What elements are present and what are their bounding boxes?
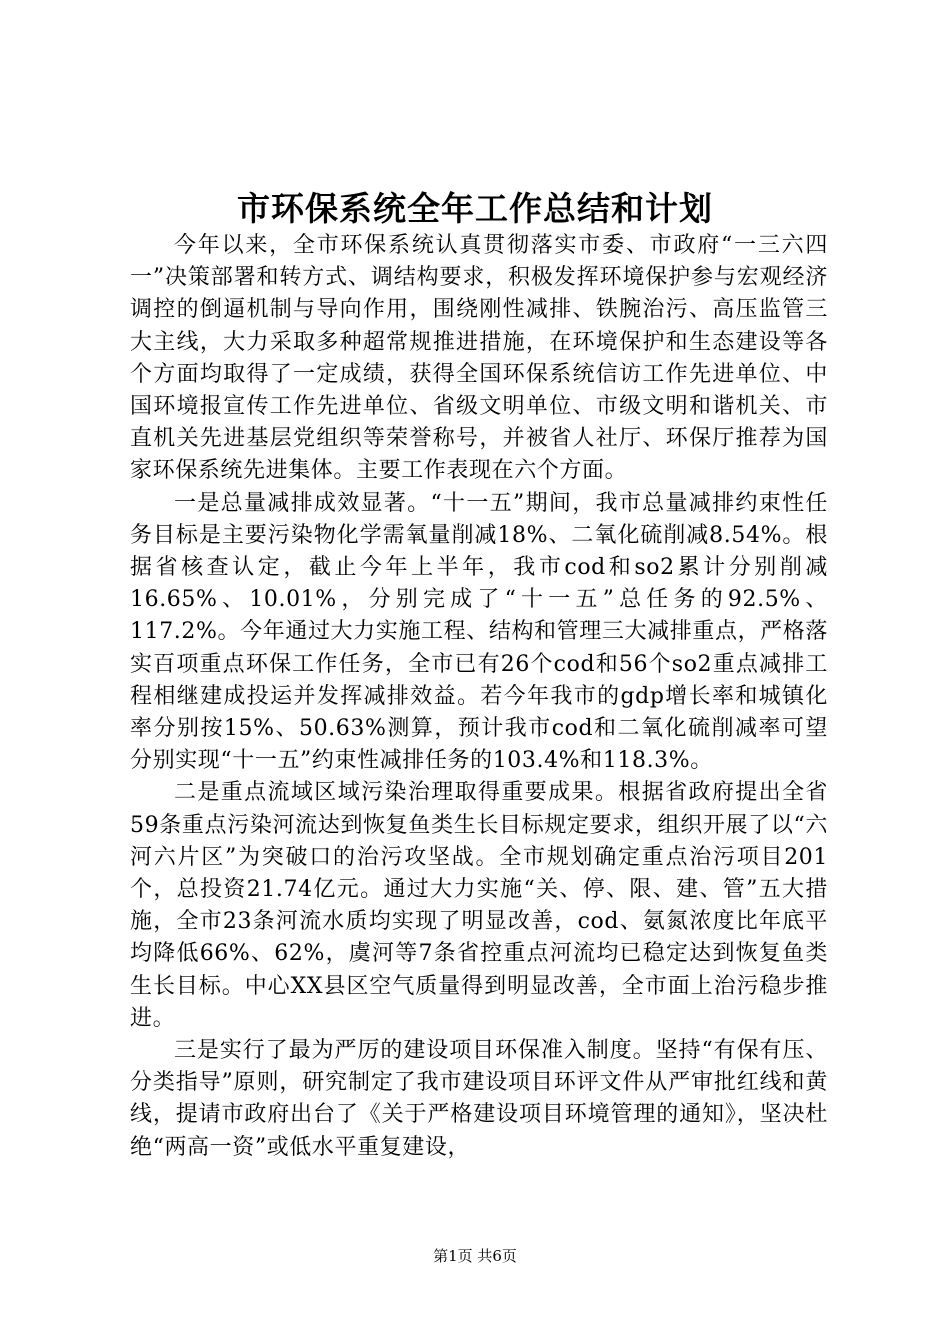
page-number-footer: 第1页 共6页: [433, 1247, 517, 1265]
paragraph-intro: 今年以来，全市环保系统认真贯彻落实市委、市政府“一三六四一”决策部署和转方式、调结构要求，积极发挥环境保护参与宏观经济调控的倒逼机制与导向作用，围绕刚性减排、铁腕治污、高压监管三大主线，大力采取多种超常规推进措施，在环境保护和生态建设等各个方面均取得了一定成绩，获得全国环保系统信访工作先进单位、中国环境报宣传工作先进单位、省级文明单位、市级文明和谐机关、市直机关先进基层党组织等荣誉称号，并被省人社厅、环保厅推荐为国家环保系统先进集体。主要工作表现在六个方面。: [130, 233, 828, 484]
paragraph-project-access: 三是实行了最为严厉的建设项目环保准入制度。坚持“有保有压、分类指导”原则，研究制定了我市建设项目环评文件从严审批红线和黄线，提请市政府出台了《关于严格建设项目环境管理的通知》，坚决杜绝“两高一资”或低水平重复建设，: [130, 1038, 828, 1160]
document-body: [130, 230, 828, 1164]
paragraph-river-pollution: 二是重点流域区域污染治理取得重要成果。根据省政府提出全省59条重点污染河流达到恢复鱼类生长目标规定要求，组织开展了以“六河六片区”为突破口的治污攻坚战。全市规划确定重点治污项目201个，总投资21.74亿元。通过大力实施“关、停、限、建、管”五大措施，全市23条河流水质均实现了明显改善，cod、氨氮浓度比年底平均降低66%、62%，虞河等7条省控重点河流均已稳定达到恢复鱼类生长目标。中心XX县区空气质量得到明显改善，全市面上治污稳步推进。: [130, 780, 828, 1031]
paragraph-emission-reduction: 一是总量减排成效显著。“十一五”期间，我市总量减排约束性任务目标是主要污染物化学需氧量削减18%、二氧化硫削减8.54%。根据省核查认定，截止今年上半年，我市cod和so2累计分别削减16.65%、10.01%，分别完成了“十一五”总任务的92.5%、117.2%。今年通过大力实施工程、结构和管理三大减排重点，严格落实百项重点环保工作任务，全市已有26个cod和56个so2重点减排工程相继建成投运并发挥减排效益。若今年我市的gdp增长率和城镇化率分别按15%、50.63%测算，预计我市cod和二氧化硫削减率可望分别实现“十一五”约束性减排任务的103.4%和118.3%。: [130, 490, 828, 774]
document-title: 市环保系统全年工作总结和计划: [237, 189, 713, 228]
